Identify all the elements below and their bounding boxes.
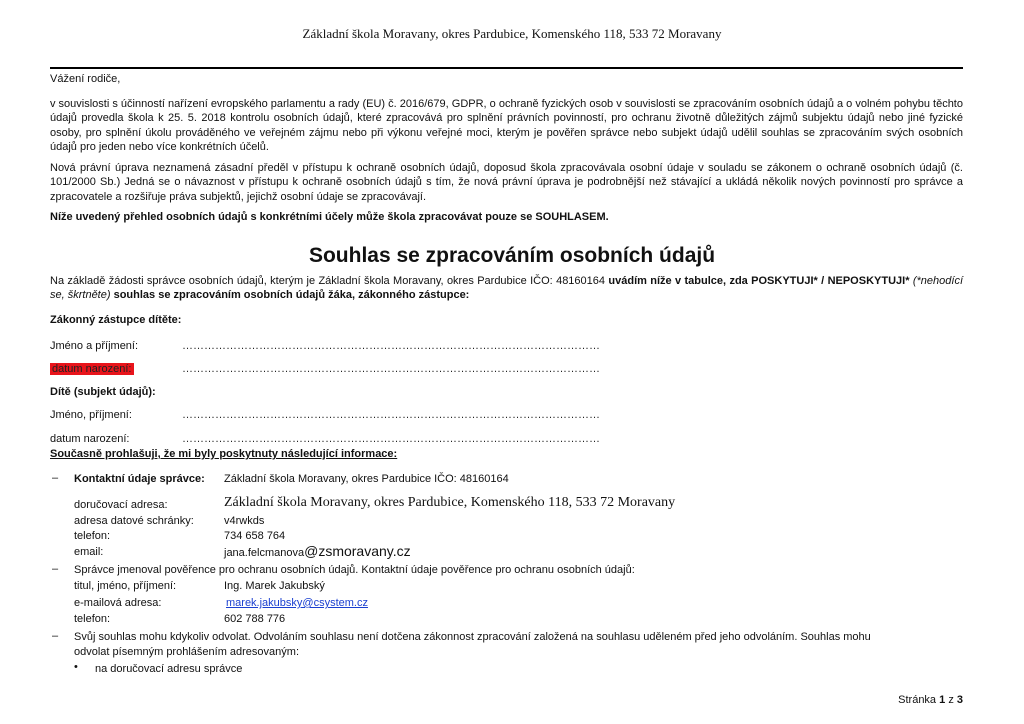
intro-paragraph-1: v souvislosti s účinností nařízení evropského parlamentu a rady (EU) č. 2016/679, GDPR, o ochraně fyzických osob v souvislosti se zpracováním osobních údajů a o volném pohybu těchto údajů provedla škola k 25. 5. 2018 kontrolu osobních údajů, které zpracovává pro splnění právních povinností, pro ochranu životně důležitých zájmů subjektu údajů nebo jiné fyzické osoby, pro splnění úkolu prováděného ve veřejném zájmu nebo při výkonu veřejné moci, kterým je pověřen správce nebo subjekt údajů udělil souhlas se zpracováním svých osobních údajů pro jeden nebo více konkrétních účelů. [50, 98, 963, 153]
greeting: Vážení rodiče, [50, 73, 121, 85]
guardian-birth-field[interactable]: …………………………………………………………………………………………………… [182, 363, 600, 375]
child-heading: Dítě (subjekt údajů): [50, 386, 156, 398]
dpo-text: Správce jmenoval pověřence pro ochranu osobních údajů. Kontaktní údaje pověřence pro ochranu osobních údajů: [74, 564, 635, 576]
address-value: Základní škola Moravany, okres Pardubice, Komenského 118, 533 72 Moravany [224, 495, 676, 510]
guardian-heading: Zákonný zástupce dítěte: [50, 314, 182, 326]
contact-value: Základní škola Moravany, okres Pardubice IČO: 48160164 [224, 473, 509, 485]
document-title: Souhlas se zpracováním osobních údajů [308, 244, 716, 267]
page-current: 1 [939, 694, 946, 706]
withdraw-line-2: odvolat písemným prohlášením adresovaným: [74, 646, 299, 658]
child-birth-label: datum narození: [50, 433, 130, 445]
guardian-birth-label: datum narození: [52, 363, 132, 375]
dpo-email-label: e-mailová adresa: [74, 597, 162, 609]
withdraw-item-1: na doručovací adresu správce [95, 663, 243, 675]
declaration-heading: Současně prohlašuji, že mi byly poskytnuty následující informace: [50, 448, 398, 460]
dpo-name-value: Ing. Marek Jakubský [224, 580, 325, 592]
consent-italic-note: (*nehodící se, škrtněte) [50, 275, 964, 302]
page-header: Základní škola Moravany, okres Pardubice, Komenského 118, 533 72 Moravany [302, 26, 722, 41]
intro-paragraph-3: Níže uvedený přehled osobních údajů s konkrétními účely může škola zpracovávat pouze se SOUHLASEM. [50, 211, 609, 223]
consent-bold-1: uvádím níže v tabulce, zda POSKYTUJI* / NEPOSKYTUJI* [608, 275, 910, 287]
withdraw-line-1: Svůj souhlas mohu kdykoliv odvolat. Odvoláním souhlasu není dotčena zákonnost zpracování založená na souhlasu uděleném před jeho odvoláním. Souhlas mohu [74, 631, 871, 643]
header-divider [50, 67, 963, 69]
consent-lead: Na základě žádosti správce osobních údajů, kterým je Základní škola Moravany, okres Pardubice IČO: 48160164 [50, 275, 606, 287]
email-label: email: [74, 546, 104, 558]
address-label: doručovací adresa: [74, 499, 168, 511]
child-name-label: Jméno, příjmení: [50, 409, 132, 421]
page-sep: z [948, 694, 954, 706]
dpo-name-label: titul, jméno, příjmení: [74, 580, 177, 592]
databox-value: v4rwkds [224, 515, 265, 527]
guardian-name-field[interactable]: …………………………………………………………………………………………………… [182, 340, 600, 352]
consent-bold-2: souhlas se zpracováním osobních údajů žáka, zákonného zástupce: [113, 289, 470, 302]
dpo-phone-value: 602 788 776 [224, 613, 286, 625]
list-dash: – [52, 630, 59, 642]
consent-statement [50, 274, 963, 303]
list-dash: – [52, 563, 59, 575]
email-value-domain: @zsmoravany.cz [304, 543, 411, 559]
guardian-name-label: Jméno a příjmení: [50, 340, 139, 352]
child-birth-field[interactable]: …………………………………………………………………………………………………… [182, 433, 600, 445]
phone-label: telefon: [74, 530, 111, 542]
intro-paragraph-2: Nová právní úprava neznamená zásadní předěl v přístupu k ochraně osobních údajů, doposud škola zpracovávala osobní údaje v souladu se zákonem o ochraně osobních údajů (č. 101/2000 Sb.) Jedná se o návaznost v přístupu k ochraně osobních údajů s tím, že nová právní úprava je podrobnější než stávající a ukládá několik nových povinností pro správce a zpracovatele a rozšiřuje práva subjektů, jejichž osobní údaje se zpracovávají. [50, 162, 963, 203]
page-total: 3 [956, 694, 963, 706]
page-number [898, 694, 963, 706]
bullet-point: • [74, 661, 78, 673]
databox-label: adresa datové schránky: [74, 515, 194, 527]
page-prefix: Stránka [898, 694, 937, 706]
child-name-field[interactable]: …………………………………………………………………………………………………… [182, 409, 600, 421]
list-dash: – [52, 472, 59, 484]
dpo-email-link[interactable]: marek.jakubsky@csystem.cz [226, 597, 368, 609]
email-value [224, 543, 411, 559]
phone-value: 734 658 764 [224, 530, 286, 542]
dpo-phone-label: telefon: [74, 613, 111, 625]
contact-label: Kontaktní údaje správce: [74, 473, 205, 485]
email-value-local: jana.felcmanova [224, 547, 305, 559]
